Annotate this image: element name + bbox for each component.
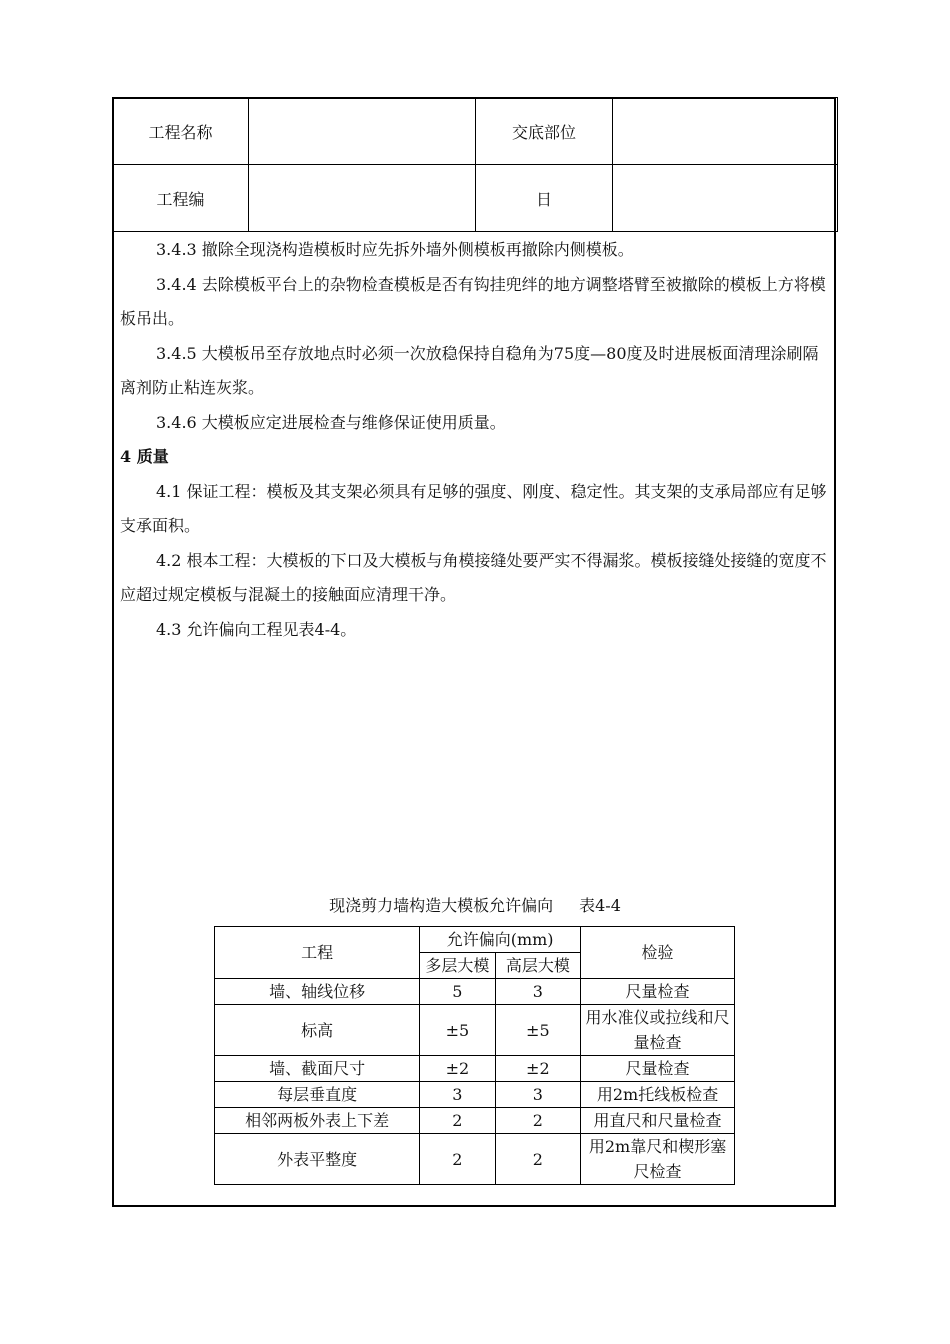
table-row xyxy=(215,1108,735,1134)
header-table xyxy=(112,97,838,232)
table-number: 表4-4 xyxy=(579,896,621,915)
table-row xyxy=(215,1082,735,1108)
paragraph: 3.4.5 大模板吊至存放地点时必须一次放稳保持自稳角为75度—80度及时进展板面清理涂刷隔离剂防止粘连灰浆。 xyxy=(120,343,819,397)
table-row xyxy=(215,1134,735,1185)
row-multi: 3 xyxy=(420,1082,495,1108)
project-name-value xyxy=(249,98,476,165)
date-value xyxy=(613,165,838,232)
table-row xyxy=(215,1056,735,1082)
row-item: 墙、轴线位移 xyxy=(215,979,420,1005)
row-item: 每层垂直度 xyxy=(215,1082,420,1108)
row-multi: 2 xyxy=(420,1108,495,1134)
row-item: 墙、截面尺寸 xyxy=(215,1056,420,1082)
row-high: 3 xyxy=(495,1082,580,1108)
col-high-header: 高层大模 xyxy=(495,953,580,979)
row-item: 相邻两板外表上下差 xyxy=(215,1108,420,1134)
row-check: 用直尺和尺量检查 xyxy=(581,1108,735,1134)
row-item: 外表平整度 xyxy=(215,1134,420,1185)
project-no-value xyxy=(249,165,476,232)
row-check: 用2m托线板检查 xyxy=(581,1082,735,1108)
row-check: 用水准仪或拉线和尺量检查 xyxy=(581,1005,735,1056)
row-high: 2 xyxy=(495,1108,580,1134)
body-text xyxy=(120,233,828,647)
row-multi: 5 xyxy=(420,979,495,1005)
project-no-label: 工程编 xyxy=(113,165,249,232)
deviation-table xyxy=(214,926,735,1185)
paragraph: 4.3 允许偏向工程见表4-4。 xyxy=(156,619,357,639)
location-value xyxy=(613,98,838,165)
table-caption-title: 现浇剪力墙构造大模板允许偏向 xyxy=(329,896,554,915)
paragraph: 3.4.6 大模板应定进展检查与维修保证使用质量。 xyxy=(156,412,506,432)
col-item-header: 工程 xyxy=(215,927,420,979)
row-high: 3 xyxy=(495,979,580,1005)
paragraph: 3.4.4 去除模板平台上的杂物检查模板是否有钩挂兜绊的地方调整塔臂至被撤除的模板上方将模板吊出。 xyxy=(120,274,826,328)
paragraph: 4.1 保证工程：模板及其支架必须具有足够的强度、刚度、稳定性。其支架的支承局部应有足够支承面积。 xyxy=(120,481,827,535)
location-label: 交底部位 xyxy=(476,98,613,165)
section-heading: 4 质量 xyxy=(120,447,169,466)
row-multi: ±5 xyxy=(420,1005,495,1056)
paragraph: 4.2 根本工程：大模板的下口及大模板与角模接缝处要严实不得漏浆。模板接缝处接缝的宽度不应超过规定模板与混凝土的接触面应清理干净。 xyxy=(120,550,827,604)
date-label: 日 xyxy=(476,165,613,232)
row-high: ±2 xyxy=(495,1056,580,1082)
row-check: 尺量检查 xyxy=(581,1056,735,1082)
row-high: 2 xyxy=(495,1134,580,1185)
col-multi-header: 多层大模 xyxy=(420,953,495,979)
row-item: 标高 xyxy=(215,1005,420,1056)
paragraph: 3.4.3 撤除全现浇构造模板时应先拆外墙外侧模板再撤除内侧模板。 xyxy=(156,240,634,259)
table-row xyxy=(215,979,735,1005)
row-check: 尺量检查 xyxy=(581,979,735,1005)
row-check: 用2m靠尺和楔形塞尺检查 xyxy=(581,1134,735,1185)
row-multi: ±2 xyxy=(420,1056,495,1082)
col-allow-header: 允许偏向(mm) xyxy=(420,927,581,953)
row-multi: 2 xyxy=(420,1134,495,1185)
project-name-label: 工程名称 xyxy=(113,98,249,165)
table-caption xyxy=(0,893,950,916)
table-row xyxy=(215,1005,735,1056)
col-check-header: 检验 xyxy=(581,927,735,979)
row-high: ±5 xyxy=(495,1005,580,1056)
